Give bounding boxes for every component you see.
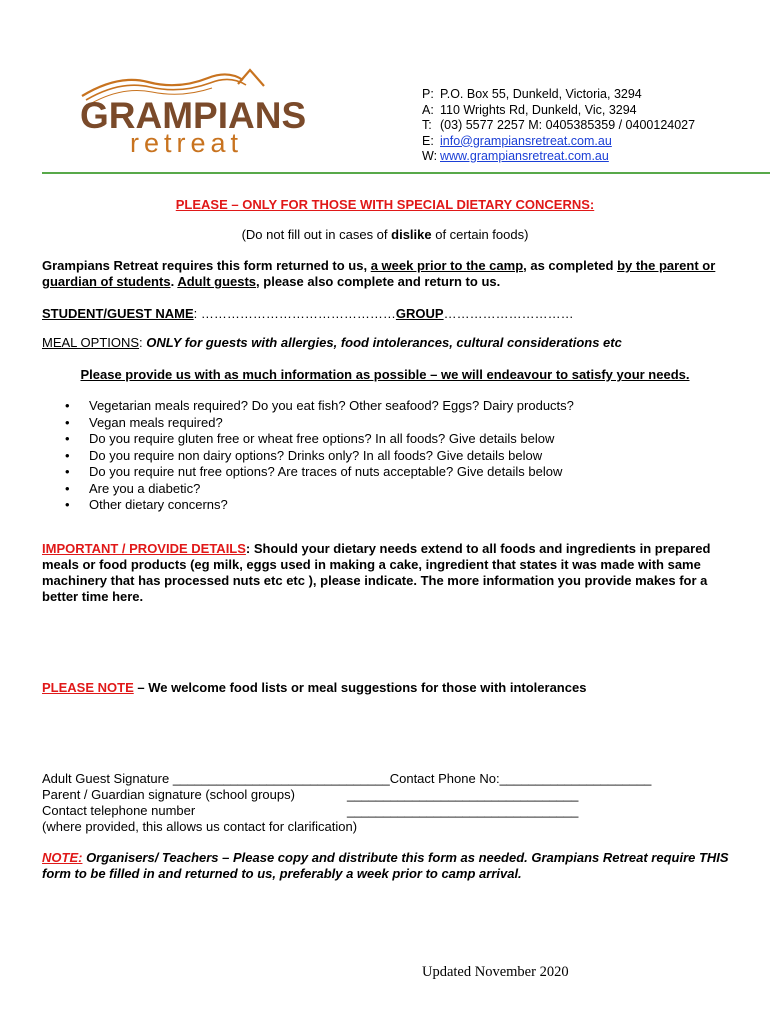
header-divider — [42, 172, 770, 174]
student-guest-name-field[interactable] — [42, 306, 732, 322]
important-label: IMPORTANT / PROVIDE DETAILS — [42, 541, 246, 556]
contact-telephone-field[interactable]: ________________________________ — [347, 803, 579, 818]
student-name-label: STUDENT/GUEST NAME — [42, 306, 194, 321]
adult-signature-line[interactable] — [42, 771, 651, 787]
important-text: : Should your dietary needs extend to all foods and ingredients in prepared meals or food products (eg milk, eggs used in making a cake, ingredient that states it was made with same machinery that has processed nuts etc etc ), please indicate. The more information you provide makes for a better time here. — [42, 541, 711, 604]
contact-telephone-line[interactable] — [42, 803, 651, 819]
parent-signature-label: Parent / Guardian signature (school groups) — [42, 787, 295, 802]
list-item: • Do you require non dairy options? Drinks only? In all foods? Give details below — [89, 448, 574, 465]
meal-options-text: ONLY for guests with allergies, food intolerances, cultural considerations etc — [146, 335, 622, 350]
contact-phone-field[interactable]: _____________________ — [499, 771, 652, 786]
please-note-line — [42, 680, 732, 696]
list-item: • Do you require nut free options? Are traces of nuts acceptable? Give details below — [89, 464, 574, 481]
list-item: • Do you require gluten free or wheat free options? In all foods? Give details below — [89, 431, 574, 448]
contact-label: W: — [422, 149, 438, 163]
list-item: • Vegetarian meals required? Do you eat fish? Other seafood? Eggs? Dairy products? — [89, 398, 574, 415]
instruction-bold: dislike — [391, 227, 432, 242]
student-name-dots: : ……………………………………… — [193, 306, 396, 321]
group-dots: ………………………… — [443, 306, 574, 321]
req-text: , please also complete and return to us. — [256, 274, 501, 289]
contact-telephone-label: Contact telephone number — [42, 803, 196, 818]
contact-label: P: — [422, 87, 434, 101]
meal-options-line — [42, 335, 732, 351]
contact-row-address — [422, 103, 695, 119]
group-label: GROUP — [395, 306, 444, 321]
contact-note: (where provided, this allows us contact for clarification) — [42, 819, 358, 834]
contact-label: E: — [422, 133, 434, 148]
contact-block — [422, 87, 695, 165]
provide-info-heading: Please provide us with as much information as possible – we will endeavour to satisfy your needs. — [80, 367, 690, 382]
req-text: Grampians Retreat requires this form returned to us, — [42, 258, 371, 273]
dietary-questions-list — [42, 398, 574, 514]
contact-row-web — [422, 149, 695, 165]
instruction-text-end: of certain foods) — [431, 227, 529, 242]
req-text: , as completed — [523, 258, 618, 273]
requirement-paragraph — [42, 258, 732, 290]
dislike-instruction — [0, 227, 770, 242]
list-item: • Vegan meals required? — [89, 415, 574, 432]
grampians-retreat-logo — [78, 66, 333, 162]
req-underline: by the parent or guardian of students — [42, 258, 716, 289]
logo-sub-text: retreat — [130, 128, 244, 158]
contact-row-email — [422, 134, 695, 150]
website-link[interactable]: www.grampiansretreat.com.au — [440, 149, 609, 163]
note-label: NOTE: — [42, 850, 83, 865]
req-underline: a week prior to the camp — [370, 258, 524, 273]
please-note-text: – We welcome food lists or meal suggestions for those with intolerances — [133, 680, 587, 695]
contact-label: T: — [422, 118, 432, 132]
signature-block — [42, 771, 651, 835]
special-dietary-heading: PLEASE – ONLY FOR THOSE WITH SPECIAL DIETARY CONCERNS: — [175, 197, 595, 212]
contact-value: P.O. Box 55, Dunkeld, Victoria, 3294 — [440, 87, 642, 101]
list-item: • Other dietary concerns? — [89, 497, 574, 514]
meal-colon: : — [139, 335, 147, 350]
please-note-label: PLEASE NOTE — [42, 680, 134, 695]
parent-signature-line[interactable] — [42, 787, 651, 803]
note-text: Organisers/ Teachers – Please copy and distribute this form as needed. Grampians Retreat require THIS form to be filled in and returned to us, preferably a week prior to camp arrival. — [42, 850, 729, 881]
parent-signature-field[interactable]: ________________________________ — [347, 787, 579, 802]
list-item: • Are you a diabetic? — [89, 481, 574, 498]
contact-value: 110 Wrights Rd, Dunkeld, Vic, 3294 — [440, 102, 637, 117]
adult-signature-label: Adult Guest Signature — [42, 771, 173, 786]
contact-row-postal — [422, 87, 695, 103]
organisers-note — [42, 850, 732, 882]
contact-value: (03) 5577 2257 M: 0405385359 / 0400124027 — [440, 118, 696, 132]
req-underline: Adult guests — [177, 274, 257, 289]
req-text: . — [170, 274, 178, 289]
updated-date: Updated November 2020 — [422, 964, 569, 980]
contact-row-phone — [422, 118, 695, 134]
contact-label: A: — [422, 102, 434, 117]
email-link[interactable]: info@grampiansretreat.com.au — [440, 133, 612, 148]
instruction-text: (Do not fill out in cases of — [241, 227, 392, 242]
contact-phone-label: Contact Phone No: — [389, 771, 500, 786]
logo-name-text: GRAMPIANS — [80, 95, 307, 136]
adult-signature-field[interactable]: ______________________________ — [172, 771, 390, 786]
important-details-paragraph — [42, 541, 732, 605]
meal-options-label: MEAL OPTIONS — [42, 335, 140, 350]
